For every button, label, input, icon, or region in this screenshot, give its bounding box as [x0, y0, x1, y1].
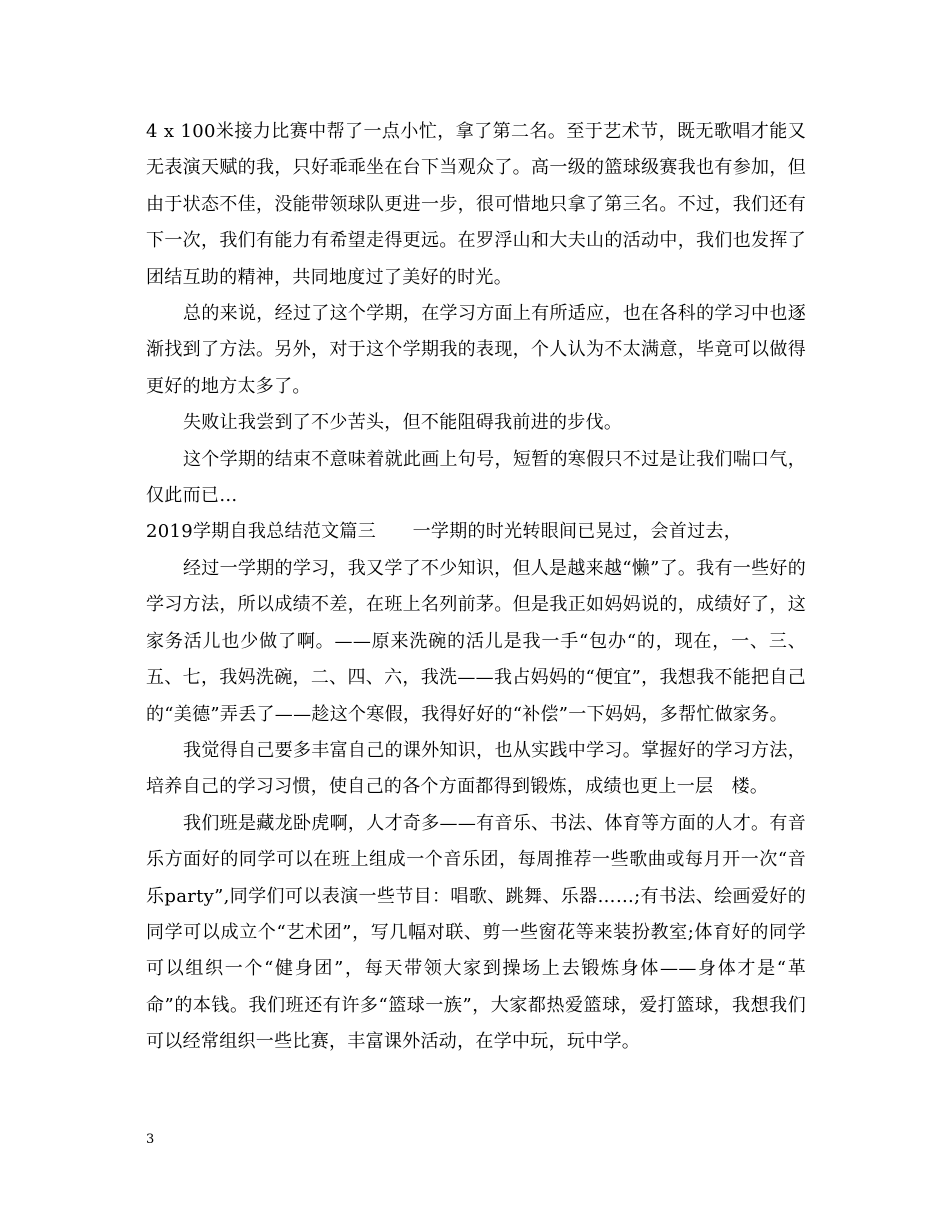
paragraph-housework: 经过一学期的学习，我又学了不少知识，但人是越来越“懒”了。我有一些好的学习方法，所以成绩不差，在班上名列前茅。但是我正如妈妈说的，成绩好了，这家务活儿也少做了啊。——原来洗碗的活儿是我一手“包办“的，现在，一、三、五、七，我妈洗碗，二、四、六，我洗——我占妈妈的“便宜”，我想我不能把自己的“美德”弄丢了——趁这个寒假，我得好好的“补偿”一下妈妈，多帮忙做家务。 — [146, 557, 806, 725]
paragraph-semester-end: 这个学期的结束不意味着就此画上句号，短暂的寒假只不过是让我们喘口气，仅此而已… — [146, 448, 806, 507]
paragraph-extracurricular: 我觉得自己要多丰富自己的课外知识，也从实践中学习。掌握好的学习方法，培养自己的学习习惯，使自己的各个方面都得到锻炼，成绩也更上一层 楼。 — [146, 739, 806, 798]
paragraph-summary: 总的来说，经过了这个学期，在学习方面上有所适应，也在各科的学习中也逐渐找到了方法。另外，对于这个学期我的表现，个人认为不太满意，毕竟可以做得更好的地方太多了。 — [146, 303, 806, 397]
paragraph-failure: 失败让我尝到了不少苦头，但不能阻碍我前进的步伐。 — [183, 412, 623, 434]
paragraph-class-talents: 我们班是藏龙卧虎啊，人才奇多——有音乐、书法、体育等方面的人才。有音乐方面好的同学可以在班上组成一个音乐团，每周推荐一些歌曲或每月开一次“音乐party”,同学们可以表演一些节目：唱歌、跳舞、乐器……;有书法、绘画爱好的同学可以成立个“艺术团”，写几幅对联、剪一些窗花等来装扮教室;体育好的同学可以组织一个“健身团”，每天带领大家到操场上去锻炼身体——身体才是“革命”的本钱。我们班还有许多“篮球一族”，大家都热爱篮球，爱打篮球，我想我们可以经常组织一些比赛，丰富课外活动，在学中玩，玩中学。 — [146, 812, 806, 1053]
document-body — [146, 114, 806, 1061]
paragraph-relay-race: 4 x 100米接力比赛中帮了一点小忙，拿了第二名。至于艺术节，既无歌唱才能又无表演天赋的我，只好乖乖坐在台下当观众了。高一级的篮球级赛我也有参加，但由于状态不佳，没能带领球队更进一步，很可惜地只拿了第三名。不过，我们还有下一次，我们有能力有希望走得更远。在罗浮山和大夫山的活动中，我们也发挥了团结互助的精神，共同地度过了美好的时光。 — [146, 121, 806, 288]
page-number: 3 — [146, 1132, 155, 1147]
section-heading-part-three: 2019学期自我总结范文篇三 一学期的时光转眼间已晃过，会首过去， — [146, 521, 743, 543]
